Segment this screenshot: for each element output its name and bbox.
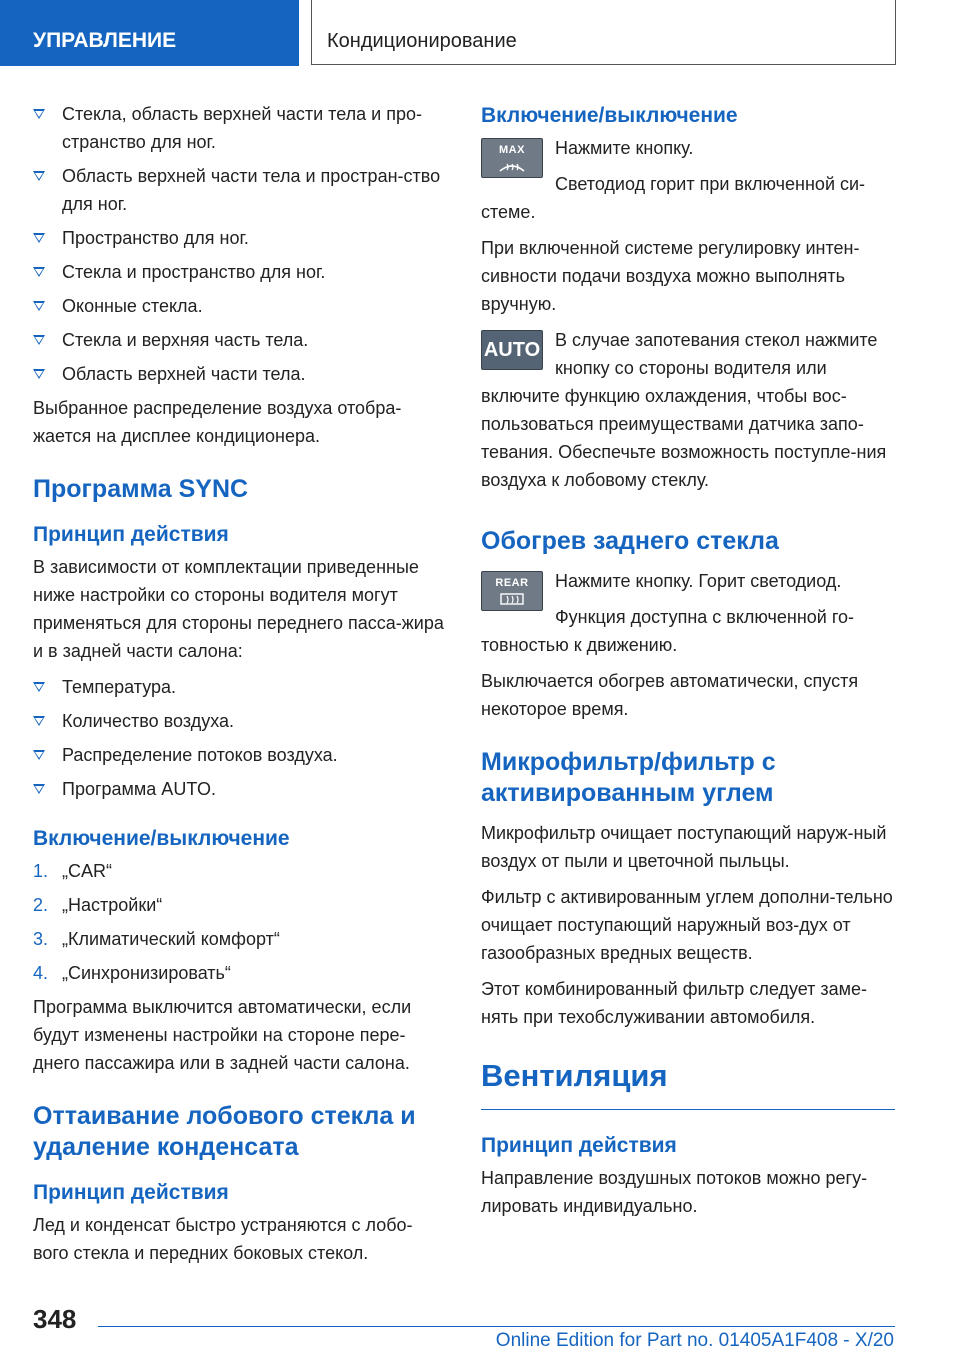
ventilation-text: Направление воздушных потоков можно регу-лировать индивидуально. xyxy=(481,1168,868,1216)
triangle-bullet-icon xyxy=(33,369,45,379)
list-item: Программа AUTO. xyxy=(33,775,445,803)
triangle-bullet-icon xyxy=(33,784,45,794)
auto-button-row xyxy=(481,326,895,502)
sync-onoff-heading: Включение/выключение xyxy=(33,827,290,850)
rear-heating-heading: Обогрев заднего стекла xyxy=(481,527,779,555)
section-tab: УПРАВЛЕНИЕ xyxy=(0,0,299,66)
triangle-bullet-icon xyxy=(33,301,45,311)
list-item: Стекла, область верхней части тела и про-странство для ног. xyxy=(33,100,445,156)
step-item: 3. „Климатический комфорт“ xyxy=(33,925,445,953)
distribution-note: Выбранное распределение воздуха отобра-жается на дисплее кондиционера. xyxy=(33,398,402,446)
triangle-bullet-icon xyxy=(33,109,45,119)
step-item: 2. „Настройки“ xyxy=(33,891,445,919)
filter-text-2: Фильтр с активированным углем дополни-тельно очищает поступающий наружный воз-дух от газообразных вредных веществ. xyxy=(481,887,893,963)
triangle-bullet-icon xyxy=(33,267,45,277)
step-item: 1. „CAR“ xyxy=(33,857,445,885)
defrost-heading: Оттаивание лобового стекла и удаление конденсата xyxy=(33,1102,416,1161)
rear-availability-text: Функция доступна с включенной го-товностью к движению. xyxy=(481,607,855,655)
list-item: Область верхней части тела и простран-ство для ног. xyxy=(33,162,445,218)
list-item: Стекла и пространство для ног. xyxy=(33,258,445,286)
air-distribution-list xyxy=(33,100,445,388)
rear-press-text: Нажмите кнопку. Горит светодиод. xyxy=(555,571,842,591)
ventilation-heading: Вентиляция xyxy=(481,1057,895,1110)
max-button-row xyxy=(481,134,895,234)
list-item: Количество воздуха. xyxy=(33,707,445,735)
list-item: Пространство для ног. xyxy=(33,224,445,252)
max-led-text: Светодиод горит при включенной си-стеме. xyxy=(481,174,866,222)
intensity-text: При включенной системе регулировку интен-сивности подачи воздуха можно выполнять вручную. xyxy=(481,238,860,314)
max-defrost-button-icon: MAX xyxy=(481,138,543,178)
triangle-bullet-icon xyxy=(33,750,45,760)
triangle-bullet-icon xyxy=(33,716,45,726)
max-onoff-heading: Включение/выключение xyxy=(481,104,738,127)
filter-heading: Микрофильтр/фильтр с активированным углем xyxy=(481,748,776,807)
filter-text-3: Этот комбинированный фильтр следует заме-нять при техобслуживании автомобиля. xyxy=(481,979,868,1027)
step-number: 4. xyxy=(33,963,49,983)
page-number: 348 xyxy=(33,1304,77,1334)
ventilation-principle-heading: Принцип действия xyxy=(481,1134,677,1157)
list-item: Распределение потоков воздуха. xyxy=(33,741,445,769)
triangle-bullet-icon xyxy=(33,682,45,692)
sync-principle-text: В зависимости от комплектации приведенные ниже настройки со стороны водителя могут применяться для стороны переднего пасса-жира и в задней части салона: xyxy=(33,557,444,661)
step-number: 2. xyxy=(33,895,49,915)
footer-divider xyxy=(98,1326,895,1327)
list-item: Стекла и верхняя часть тела. xyxy=(33,326,445,354)
rear-button-row xyxy=(481,567,895,667)
sync-off-note: Программа выключится автоматически, если будут изменены настройки на стороне пере-днего пассажира или в задней части салона. xyxy=(33,997,412,1073)
step-number: 1. xyxy=(33,861,49,881)
list-item: Температура. xyxy=(33,673,445,701)
triangle-bullet-icon xyxy=(33,335,45,345)
defrost-principle-heading: Принцип действия xyxy=(33,1181,229,1204)
footer-edition: Online Edition for Part no. 01405A1F408 - X/20 xyxy=(495,1330,894,1351)
sync-steps-list xyxy=(33,857,445,987)
right-column xyxy=(481,100,895,1228)
triangle-bullet-icon xyxy=(33,171,45,181)
max-press-text: Нажмите кнопку. xyxy=(555,138,694,158)
sync-principle-heading: Принцип действия xyxy=(33,523,229,546)
windshield-defrost-icon xyxy=(497,159,527,173)
rear-auto-off-text: Выключается обогрев автоматически, спустя некоторое время. xyxy=(481,671,859,719)
triangle-bullet-icon xyxy=(33,233,45,243)
left-column xyxy=(33,100,445,1275)
filter-text-1: Микрофильтр очищает поступающий наруж-ный воздух от пыли и цветочной пыльцы. xyxy=(481,823,887,871)
rear-defrost-button-icon: REAR xyxy=(481,571,543,611)
auto-button-icon: AUTO xyxy=(481,330,543,370)
defrost-text: Лед и конденсат быстро устраняются с лобо-вого стекла и передних боковых стекол. xyxy=(33,1215,413,1263)
step-item: 4. „Синхронизировать“ xyxy=(33,959,445,987)
list-item: Оконные стекла. xyxy=(33,292,445,320)
rear-window-heat-icon xyxy=(497,592,527,606)
auto-text: В случае запотевания стекол нажмите кнопку со стороны водителя или включите функцию охлаждения, чтобы вос-пользоваться преимуществами датчика запо-тевания. Обеспечьте возможность поступле-ния воздуха к лобовому стеклу. xyxy=(481,330,887,490)
chapter-tab: Кондиционирование xyxy=(311,0,896,65)
sync-settings-list xyxy=(33,673,445,803)
list-item: Область верхней части тела. xyxy=(33,360,445,388)
sync-heading: Программа SYNC xyxy=(33,475,249,503)
step-number: 3. xyxy=(33,929,49,949)
